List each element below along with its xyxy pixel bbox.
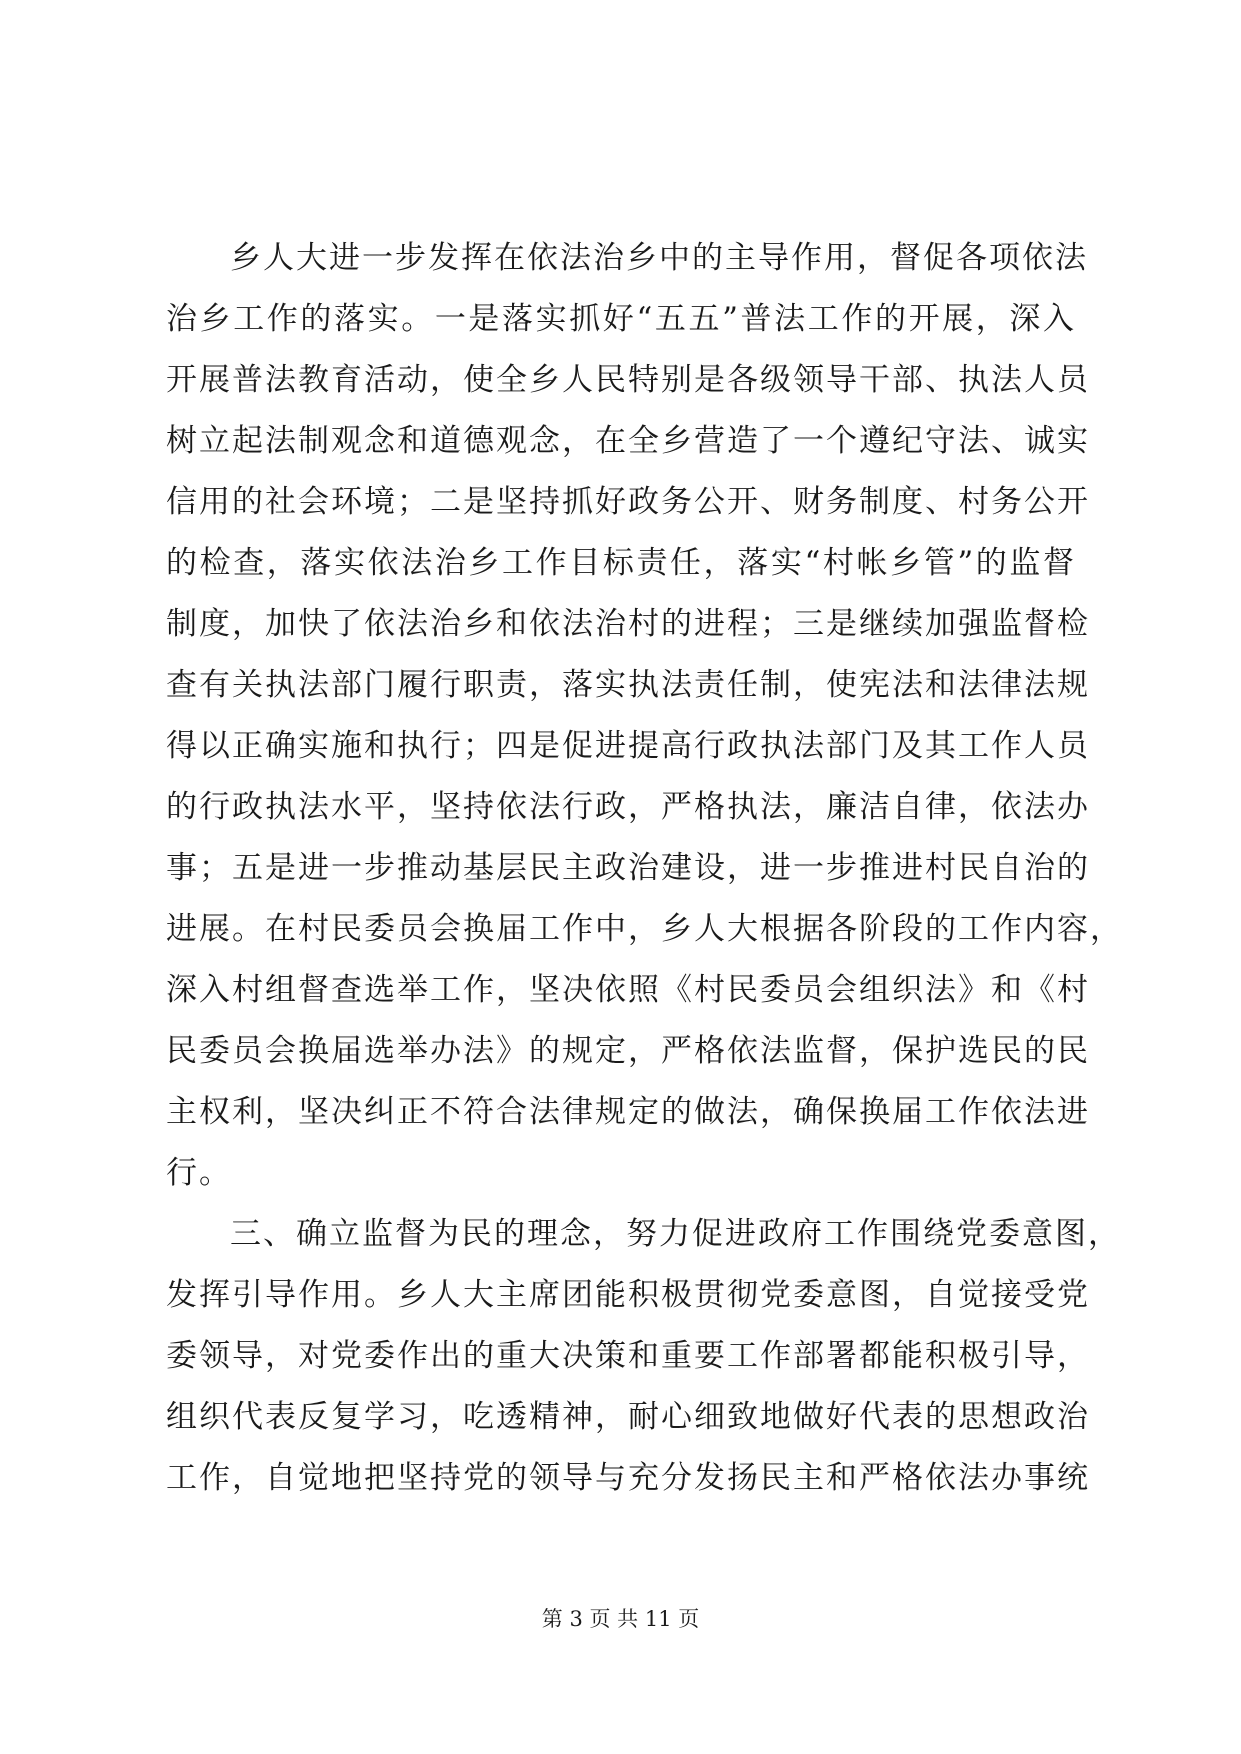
- page-footer: [0, 1604, 1241, 1634]
- paragraph-line: 委领导，对党委作出的重大决策和重要工作部署都能积极引导，: [166, 1338, 1090, 1374]
- paragraph-line: 进展。在村民委员会换届工作中，乡人大根据各阶段的工作内容，: [166, 911, 1123, 947]
- paragraph-line: 行。: [166, 1155, 232, 1191]
- paragraph-line: 树立起法制观念和道德观念，在全乡营造了一个遵纪守法、诚实: [166, 423, 1090, 459]
- paragraph-line: 事；五是进一步推动基层民主政治建设，进一步推进村民自治的: [166, 850, 1090, 886]
- paragraph-line: 组织代表反复学习，吃透精神，耐心细致地做好代表的思想政治: [166, 1399, 1090, 1435]
- paragraph-line: 开展普法教育活动，使全乡人民特别是各级领导干部、执法人员: [166, 362, 1090, 398]
- paragraph-line: 主权利，坚决纠正不符合法律规定的做法，确保换届工作依法进: [166, 1094, 1090, 1130]
- paragraph-line: 深入村组督查选举工作，坚决依照《村民委员会组织法》和《村: [166, 972, 1090, 1008]
- page-number-label: 第 3 页 共 11 页: [541, 1607, 700, 1631]
- paragraph-line: 的检查，落实依法治乡工作目标责任，落实“村帐乡管”的监督: [166, 545, 1076, 581]
- paragraph-line: 三、确立监督为民的理念，努力促进政府工作围绕党委意图，: [230, 1216, 1121, 1252]
- paragraph-line: 信用的社会环境；二是坚持抓好政务公开、财务制度、村务公开: [166, 484, 1090, 520]
- paragraph-line: 的行政执法水平，坚持依法行政，严格执法，廉洁自律，依法办: [166, 789, 1090, 825]
- paragraph-line: 制度，加快了依法治乡和依法治村的进程；三是继续加强监督检: [166, 606, 1090, 642]
- paragraph-line: 得以正确实施和执行；四是促进提高行政执法部门及其工作人员: [166, 728, 1090, 764]
- paragraph-line: 乡人大进一步发挥在依法治乡中的主导作用，督促各项依法: [230, 240, 1088, 276]
- paragraph-line: 发挥引导作用。乡人大主席团能积极贯彻党委意图，自觉接受党: [166, 1277, 1090, 1313]
- paragraph-line: 民委员会换届选举办法》的规定，严格依法监督，保护选民的民: [166, 1033, 1090, 1069]
- document-body: [166, 228, 1123, 1509]
- paragraph-line: 工作，自觉地把坚持党的领导与充分发扬民主和严格依法办事统: [166, 1460, 1090, 1496]
- paragraph-line: 治乡工作的落实。一是落实抓好“五五”普法工作的开展，深入: [166, 301, 1076, 337]
- paragraph-line: 查有关执法部门履行职责，落实执法责任制，使宪法和法律法规: [166, 667, 1090, 703]
